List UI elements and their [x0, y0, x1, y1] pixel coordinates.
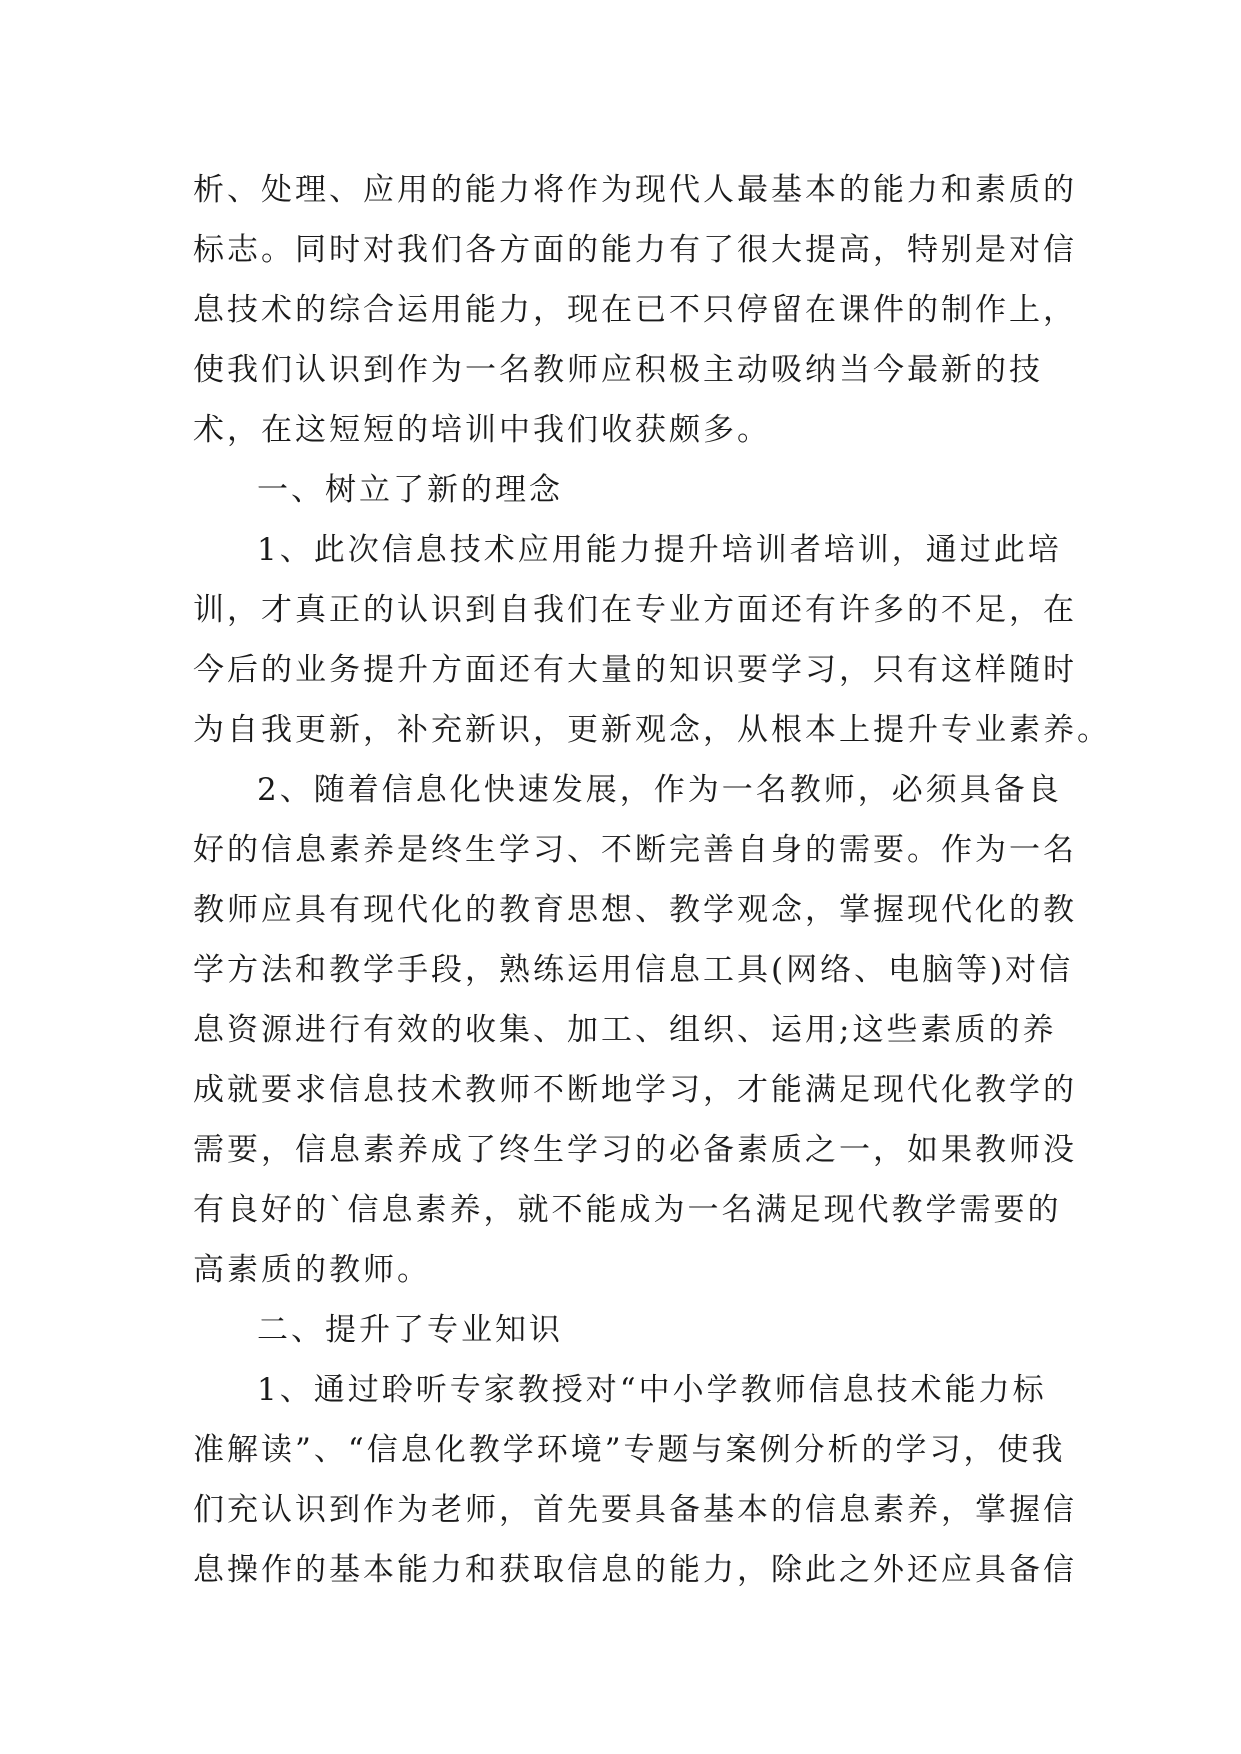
text-line: 息操作的基本能力和获取信息的能力，除此之外还应具备信 [193, 1552, 1077, 1588]
paragraph-first-line: 二、提升了专业知识 [257, 1312, 563, 1348]
text-line: 高素质的教师。 [193, 1252, 431, 1288]
text-line: 学方法和教学手段，熟练运用信息工具(网络、电脑等)对信 [193, 952, 1074, 988]
text-line: 标志。同时对我们各方面的能力有了很大提高，特别是对信 [193, 232, 1077, 268]
text-line: 今后的业务提升方面还有大量的知识要学习，只有这样随时 [193, 652, 1077, 688]
text-line: 息技术的综合运用能力，现在已不只停留在课件的制作上， [193, 292, 1077, 328]
text-line: 息资源进行有效的收集、加工、组织、运用;这些素质的养 [193, 1012, 1057, 1048]
text-line: 好的信息素养是终生学习、不断完善自身的需要。作为一名 [193, 832, 1077, 868]
text-line: 训，才真正的认识到自我们在专业方面还有许多的不足，在 [193, 592, 1077, 628]
text-line: 有良好的`信息素养，就不能成为一名满足现代教学需要的 [193, 1192, 1062, 1228]
paragraph-first-line: 一、树立了新的理念 [257, 472, 563, 508]
paragraph-first-line: 1、通过聆听专家教授对“中小学教师信息技术能力标 [257, 1372, 1047, 1408]
text-line: 教师应具有现代化的教育思想、教学观念，掌握现代化的教 [193, 892, 1077, 928]
text-line: 准解读”、“信息化教学环境”专题与案例分析的学习，使我 [193, 1432, 1066, 1468]
text-line: 析、处理、应用的能力将作为现代人最基本的能力和素质的 [193, 172, 1077, 208]
text-line: 术，在这短短的培训中我们收获颇多。 [193, 412, 771, 448]
text-line: 使我们认识到作为一名教师应积极主动吸纳当今最新的技 [193, 352, 1043, 388]
text-line: 需要，信息素养成了终生学习的必备素质之一，如果教师没 [193, 1132, 1077, 1168]
paragraph-first-line: 2、随着信息化快速发展，作为一名教师，必须具备良 [257, 772, 1062, 808]
text-line: 为自我更新，补充新识，更新观念，从根本上提升专业素养。 [193, 712, 1111, 748]
paragraph-first-line: 1、此次信息技术应用能力提升培训者培训，通过此培 [257, 532, 1062, 568]
text-line: 成就要求信息技术教师不断地学习，才能满足现代化教学的 [193, 1072, 1077, 1108]
text-line: 们充认识到作为老师，首先要具备基本的信息素养，掌握信 [193, 1492, 1077, 1528]
document-body [193, 160, 1111, 1600]
